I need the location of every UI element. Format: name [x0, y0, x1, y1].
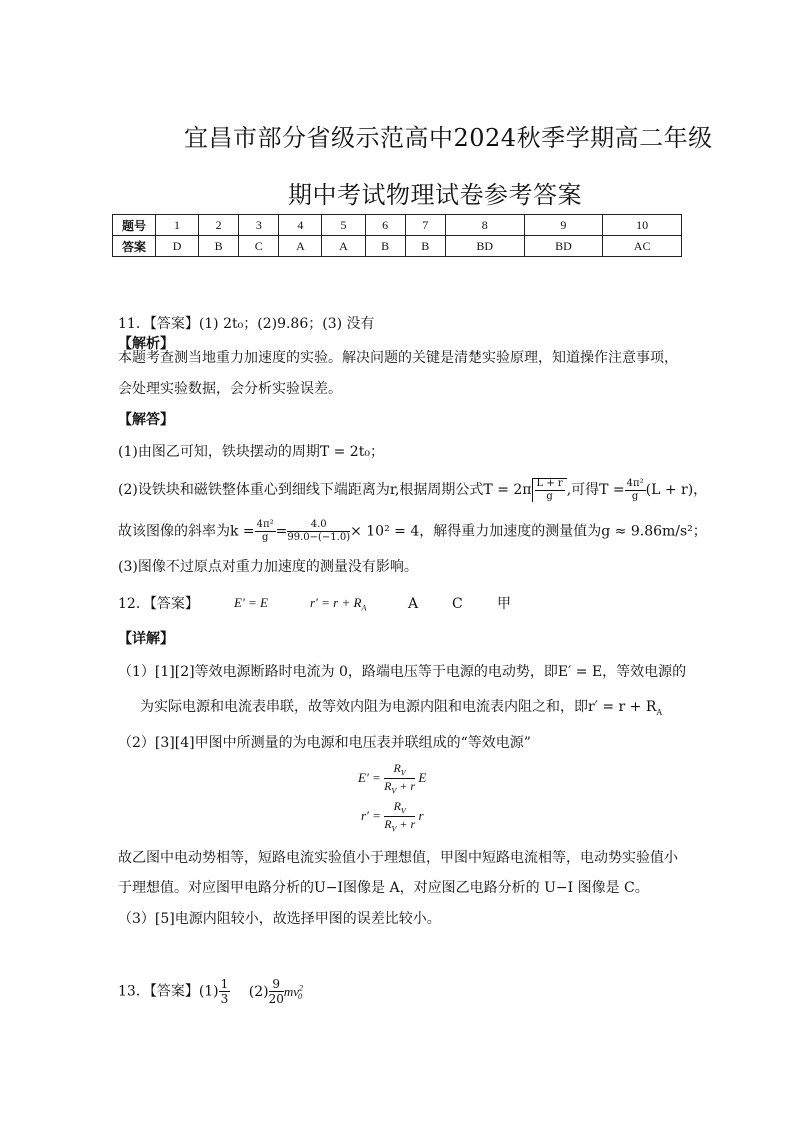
denominator-tail: + r [396, 817, 416, 832]
table-cell: 8 [445, 215, 524, 236]
table-cell: A [322, 236, 365, 257]
table-cell: B [199, 236, 239, 257]
fraction-numerator: 4π² [256, 519, 274, 530]
sqrt-expression [532, 478, 567, 502]
equals-sign: = [275, 523, 288, 540]
denominator-text: R [384, 817, 392, 832]
q12-answer-4: C [452, 596, 463, 612]
answer-table-answer-row [113, 236, 682, 257]
table-header-answer: 答案 [113, 236, 156, 257]
q13-part2-label: (2) [248, 983, 269, 1000]
fraction-denominator: g [261, 532, 269, 543]
q12-detail-line3: （2）[3][4]甲图中所测量的为电源和电压表并联组成的“等效电源” [118, 735, 531, 751]
fraction-denominator [384, 817, 415, 833]
q12-detail-line1: （1）[1][2]等效电源断路时电流为 0，路端电压等于电源的电动势，即E′ = E，等效电源的 [118, 664, 687, 680]
q12-detail-heading: 【详解】 [118, 631, 174, 647]
q11-step2-text-b: ,可得T = [566, 482, 625, 498]
denominator-tail: + r [396, 779, 416, 794]
q11-answer: 11．【答案】(1) 2t₀；(2)9.86；(3) 没有 [118, 316, 375, 332]
sqrt-denominator: g [546, 491, 553, 502]
table-header-number: 题号 [113, 215, 156, 236]
q13-answer [118, 978, 302, 1007]
q12-detail-line5: 于理想值。对应图甲电路分析的U−I图像是 A，对应图乙电路分析的 U−I 图像是 C。 [118, 880, 649, 896]
table-cell: AC [603, 236, 682, 257]
table-cell: D [156, 236, 199, 257]
fraction-numerator: 4π² [626, 477, 644, 489]
numerator-sub: V [400, 806, 406, 816]
table-cell: BD [524, 236, 603, 257]
period-fraction [625, 479, 646, 502]
q13-tail [283, 983, 304, 1002]
answer-table-number-row [113, 215, 682, 236]
q12-detail-line2-text: 为实际电源和电流表串联，故等效内阻为电源内阻和电流表内阻之和，即r′ = r + R [140, 699, 657, 715]
q13-tail-text: mv [283, 983, 300, 999]
table-cell: 2 [199, 215, 239, 236]
q13-fraction-1 [219, 978, 231, 1005]
fraction-denominator: 3 [220, 992, 229, 1006]
denominator-text: R [384, 779, 392, 794]
fraction-numerator [384, 762, 415, 779]
formula-resistance [361, 800, 424, 834]
slope-fraction-2 [287, 520, 350, 543]
fraction-numerator: 1 [220, 977, 229, 991]
page-title-line1: 宜昌市部分省级示范高中2024秋季学期高二年级 [184, 124, 713, 152]
formula-resistance-fraction [384, 800, 415, 834]
q12-label: 12．【答案】 [118, 596, 199, 612]
table-cell: 6 [365, 215, 405, 236]
q11-step3-text-b: × 10² = 4，解得重力加速度的测量值为g ≈ 9.86m/s²； [350, 523, 707, 540]
table-cell: 7 [405, 215, 445, 236]
table-cell: 5 [322, 215, 365, 236]
formula-emf-tail: E [418, 769, 427, 785]
q11-step2-text-a: (2)设铁块和磁铁整体重心到细线下端距离为r,根据周期公式T = 2π [118, 482, 532, 498]
fraction-numerator: 4.0 [287, 520, 350, 532]
q11-step2-text-c: (L + r)， [645, 482, 708, 498]
numerator-text: R [393, 761, 401, 775]
fraction-denominator [384, 779, 415, 795]
table-cell: A [279, 236, 322, 257]
q11-analysis-heading: 【解析】 [118, 336, 174, 352]
formula-emf [358, 762, 426, 796]
q13-fraction-2 [269, 978, 284, 1005]
q13-tail-sup: 2 [299, 983, 304, 993]
sqrt-fraction [535, 479, 565, 502]
q13-tail-sub: 0 [298, 992, 303, 1002]
q11-step2 [118, 478, 707, 502]
table-cell: 3 [239, 215, 279, 236]
numerator-text: R [393, 799, 401, 813]
q11-analysis-line2: 会处理实验数据，会分析实验误差。 [118, 381, 342, 397]
q11-analysis-line1: 本题考查测当地重力加速度的实验。解决问题的关键是清楚实验原理，知道操作注意事项， [118, 350, 678, 366]
formula-emf-fraction [384, 762, 415, 796]
denominator-sub: V [391, 786, 397, 796]
table-cell: BD [445, 236, 524, 257]
q11-step3-text-a: 故该图像的斜率为k = [118, 523, 255, 540]
q11-step4: (3)图像不过原点对重力加速度的测量没有影响。 [118, 559, 418, 575]
table-cell: B [405, 236, 445, 257]
q12-answer-2-sub: A [361, 603, 367, 613]
table-cell: B [365, 236, 405, 257]
fraction-denominator: g [631, 490, 639, 502]
numerator-sub: V [400, 768, 406, 778]
q13-label: 13．【答案】(1) [118, 983, 219, 1000]
q12-detail-line4: 故乙图中电动势相等，短路电流实验值小于理想值，甲图中短路电流相等，电动势实验值小 [118, 850, 678, 866]
table-cell: 9 [524, 215, 603, 236]
q12-answer-2 [310, 595, 366, 613]
fraction-numerator: 9 [269, 978, 284, 992]
formula-resistance-left: r′ = [361, 807, 381, 823]
q12-detail-line2 [140, 697, 662, 723]
fraction-numerator [384, 800, 415, 817]
q12-detail-line6: （3）[5]电源内阻较小，故选择甲图的误差比较小。 [118, 911, 441, 927]
q12-answer-5: 甲 [497, 596, 511, 612]
q12-answer [118, 594, 199, 614]
sqrt-numerator: L + r [536, 478, 563, 489]
q12-answer-2-text: r′ = r + R [310, 595, 362, 610]
q11-step3 [118, 520, 707, 543]
formula-resistance-tail: r [418, 807, 424, 823]
q12-answer-3: A [408, 596, 419, 612]
fraction-denominator: 20 [268, 992, 284, 1006]
table-cell: C [239, 236, 279, 257]
q12-detail-line2-sub: A [656, 707, 663, 717]
table-cell: 4 [279, 215, 322, 236]
q12-answer-1: E′ = E [234, 595, 268, 610]
page-title-line2: 期中考试物理试卷参考答案 [288, 181, 582, 209]
answer-table [112, 214, 682, 257]
table-cell: 10 [603, 215, 682, 236]
table-cell: 1 [156, 215, 199, 236]
formula-emf-left: E′ = [358, 769, 381, 785]
q11-step1: (1)由图乙可知，铁块摆动的周期T = 2t₀； [118, 444, 384, 460]
slope-fraction-1 [255, 520, 276, 543]
fraction-denominator: 99.0−(−1.0) [287, 532, 351, 543]
denominator-sub: V [391, 824, 397, 834]
q11-solve-heading: 【解答】 [118, 412, 174, 428]
